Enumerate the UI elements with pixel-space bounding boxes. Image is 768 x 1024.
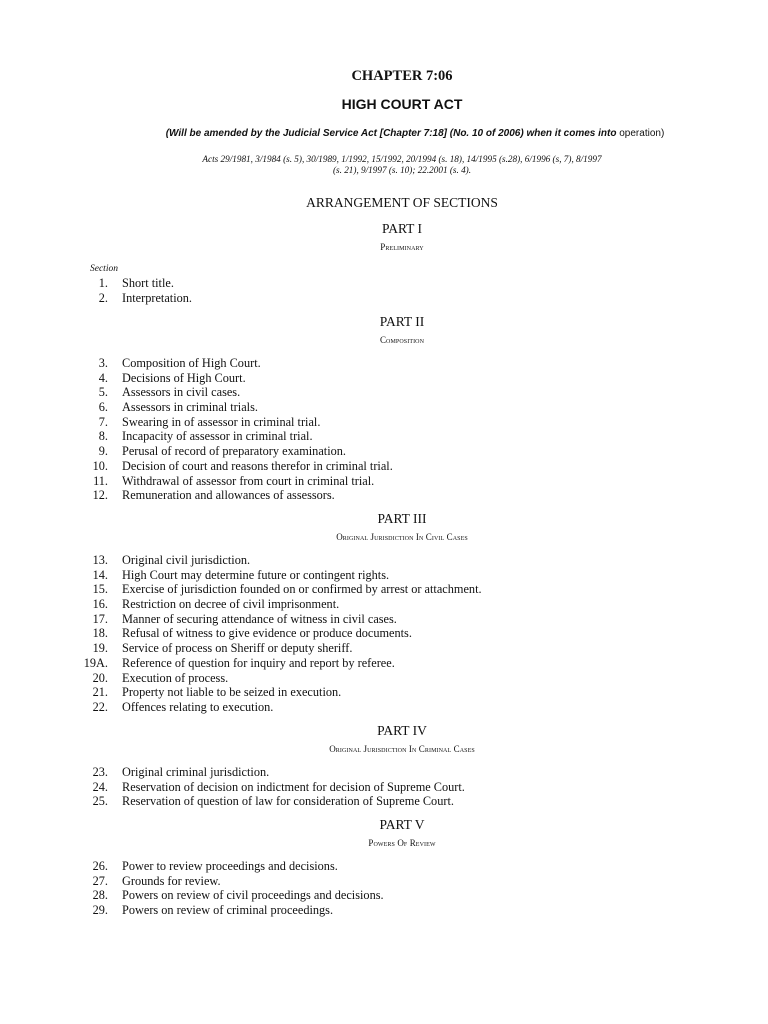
section-number: 20. [92, 670, 108, 685]
amendment-note-tail: operation) [616, 128, 665, 139]
amendment-note-main: (Will be amended by the Judicial Service Act [Chapter 7:18] (No. 10 of 2006) when it comes into [165, 128, 617, 139]
section-number: 6. [98, 400, 108, 415]
section-number: 2. [98, 290, 108, 305]
section-title: Power to review proceedings and decisions. [122, 859, 338, 873]
section-title: Reservation of question of law for consideration of Supreme Court. [122, 794, 454, 809]
section-title: Original civil jurisdiction. [122, 553, 251, 567]
section-number: 21. [92, 685, 108, 700]
section-title: Assessors in criminal trials. [122, 400, 258, 415]
section-number: 29. [92, 903, 108, 918]
section-title: Offences relating to execution. [122, 699, 274, 714]
section-number: 4. [98, 370, 108, 385]
part-4-subtitle: Original Jurisdiction In Criminal Cases [329, 744, 475, 754]
section-number: 11. [93, 473, 108, 488]
amending-acts-line-1: Acts 29/1981, 3/1984 (s. 5), 30/1989, 1/1992, 15/1992, 20/1994 (s. 18), 14/1995 (s.28), 6/1996 (s, 7), 8/1997 [202, 154, 602, 164]
section-number: 9. [98, 444, 108, 459]
section-number: 3. [98, 356, 108, 370]
section-title: Composition of High Court. [122, 356, 261, 370]
section-title: Grounds for review. [122, 873, 221, 888]
section-title: Property not liable to be seized in execution. [122, 685, 342, 700]
section-title: Manner of securing attendance of witness in civil cases. [122, 611, 397, 626]
part-3-subtitle: Original Jurisdiction In Civil Cases [336, 532, 468, 542]
section-number: 24. [92, 779, 108, 794]
section-title: Incapacity of assessor in criminal trial. [122, 429, 313, 444]
section-number: 27. [92, 873, 108, 888]
section-title: Remuneration and allowances of assessors. [122, 488, 335, 503]
section-number: 14. [92, 567, 108, 582]
section-title: Service of process on Sheriff or deputy sheriff. [122, 641, 353, 656]
section-title: High Court may determine future or contingent rights. [122, 567, 390, 582]
section-title: Withdrawal of assessor from court in criminal trial. [122, 473, 375, 488]
section-title: Perusal of record of preparatory examination. [122, 444, 346, 459]
part-5-heading: PART V [379, 817, 425, 832]
section-number: 7. [98, 414, 108, 429]
arrangement-heading: ARRANGEMENT OF SECTIONS [306, 195, 498, 210]
section-number: 8. [98, 429, 108, 444]
act-title: HIGH COURT ACT [341, 96, 463, 112]
amendment-note [0, 128, 768, 139]
section-number: 26. [92, 859, 108, 873]
section-number: 5. [98, 385, 108, 400]
section-column-label: Section [90, 264, 118, 274]
section-number: 19. [92, 641, 108, 656]
amending-acts-line-2: (s. 21), 9/1997 (s. 10); 22.2001 (s. 4). [332, 165, 472, 175]
part-5-subtitle: Powers Of Review [368, 838, 436, 848]
section-title: Reservation of decision on indictment for decision of Supreme Court. [122, 779, 465, 794]
section-number: 10. [92, 458, 108, 473]
section-number: 12. [92, 488, 108, 503]
section-title: Original criminal jurisdiction. [122, 765, 270, 779]
section-title: Swearing in of assessor in criminal trial. [122, 414, 321, 429]
section-number: 25. [92, 794, 108, 809]
section-title: Short title. [122, 276, 174, 290]
section-number: 23. [92, 765, 108, 779]
section-title: Refusal of witness to give evidence or produce documents. [122, 626, 412, 641]
section-title: Exercise of jurisdiction founded on or confirmed by arrest or attachment. [122, 582, 482, 597]
part-3-heading: PART III [377, 511, 427, 526]
section-title: Assessors in civil cases. [122, 385, 241, 400]
section-number: 28. [92, 888, 108, 903]
section-number: 15. [92, 582, 108, 597]
chapter-number: CHAPTER 7:06 [351, 68, 453, 84]
section-number: 18. [92, 626, 108, 641]
part-1-heading: PART I [381, 221, 423, 236]
section-title: Decisions of High Court. [122, 370, 246, 385]
amending-acts [0, 154, 768, 176]
section-title: Execution of process. [122, 670, 229, 685]
section-title: Reference of question for inquiry and report by referee. [122, 655, 395, 670]
section-title: Restriction on decree of civil imprisonment. [122, 597, 340, 612]
section-title: Powers on review of criminal proceedings. [122, 903, 334, 918]
part-2-heading: PART II [379, 314, 425, 329]
part-4-heading: PART IV [377, 723, 427, 738]
section-number: 17. [92, 611, 108, 626]
section-number: 22. [92, 699, 108, 714]
section-number: 19A. [83, 655, 108, 670]
section-title: Decision of court and reasons therefor in criminal trial. [122, 458, 393, 473]
section-number: 13. [92, 553, 108, 567]
section-title: Interpretation. [122, 290, 192, 305]
section-number: 16. [92, 597, 108, 612]
part-1-subtitle: Preliminary [380, 242, 424, 252]
part-2-subtitle: Composition [379, 335, 425, 345]
section-title: Powers on review of civil proceedings and decisions. [122, 888, 384, 903]
section-number: 1. [98, 276, 108, 290]
